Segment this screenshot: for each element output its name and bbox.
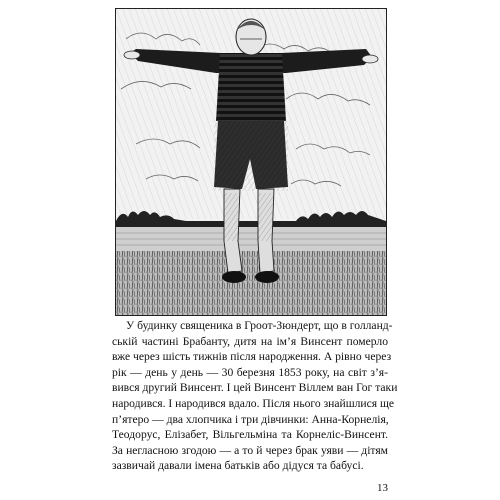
illustration-boy-with-outstretched-arms [115,8,387,316]
paragraph-line: рік — день у день — 30 березня 1853 року, на світ з’я- [112,365,388,379]
paragraph-line: У будинку священика в Гроот-Зюндерт, що в голланд- [126,319,393,332]
paragraph-line: вився другий Винсент. І цей Винсент Віллем ван Гог таки [112,381,398,395]
paragraph-line: вже через шість тижнів після народження. А рівно через [112,350,392,364]
page-number: 13 [377,482,388,494]
body-paragraph [112,318,398,474]
paragraph-line: За негласною згодою — а то й через брак уяви — дітям [112,443,388,457]
paragraph-line: п’ятеро — два хлопчика і три дівчинки: Анна-Корнелія, [112,412,389,426]
paragraph-line: Теодорус, Елізабет, Вільгельміна та Корнеліс-Винсент. [112,428,388,442]
paragraph-line: народився. І народився вдало. Після нього знайшлися ще [112,396,395,410]
paragraph-line: ській частині Брабанту, дитя на ім’я Винсент померло [112,334,388,348]
paragraph-line: зазвичай давали імена батьків або дідуся та бабусі. [112,459,364,473]
illustration-drawing [116,9,386,315]
